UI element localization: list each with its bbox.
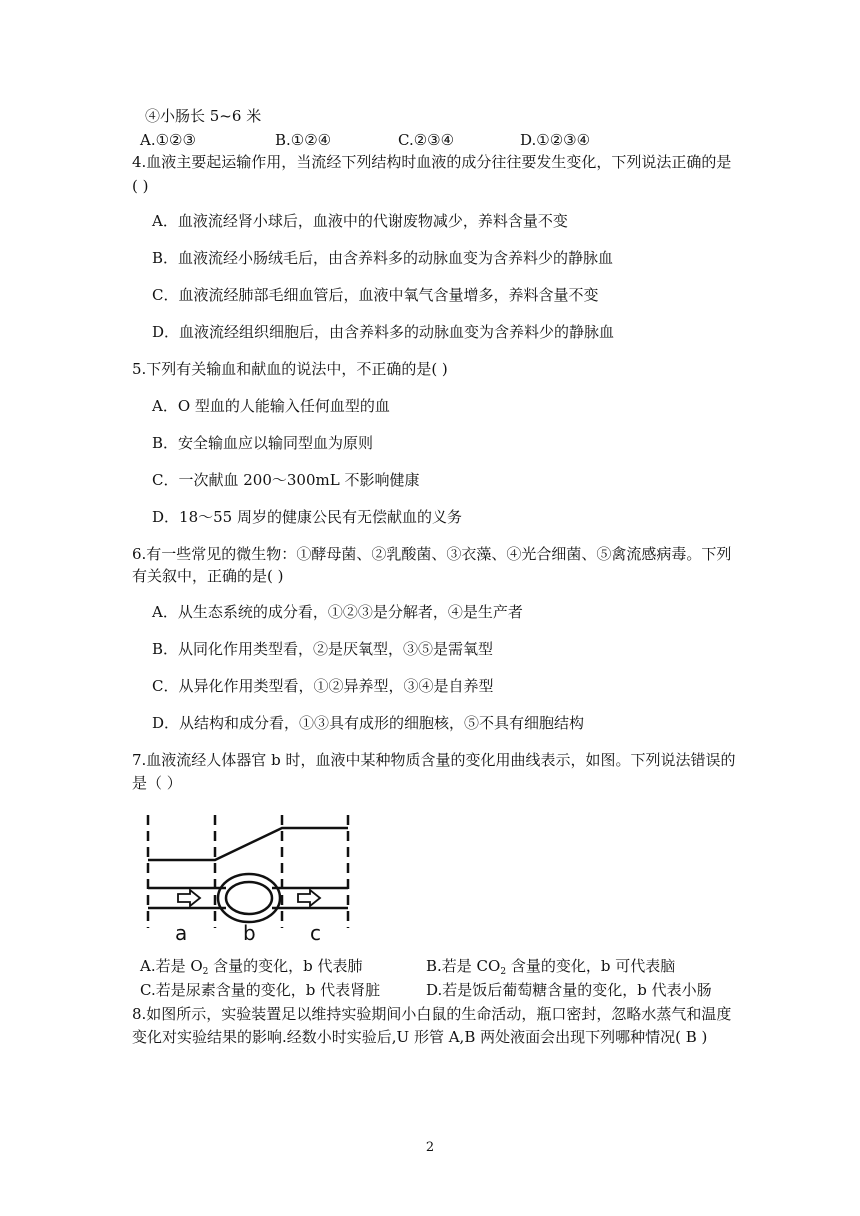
- label-a: a: [175, 921, 188, 945]
- flow-arrow-icon: [298, 890, 320, 906]
- page-number: 2: [425, 1140, 435, 1155]
- q7-option-b: [426, 956, 675, 982]
- q7-option-b-sub: 2: [500, 967, 507, 977]
- q7-stem-line1: 7.血液流经人体器官 b 时，血液中某种物质含量的变化用曲线表示，如图。下列说法错误的: [132, 751, 736, 769]
- q3-option-a: A.①②③: [140, 131, 196, 149]
- q3-item4: ④小肠长 5~6 米: [145, 107, 262, 125]
- label-c: c: [310, 921, 321, 945]
- q4-stem-line2: ( ): [132, 177, 149, 195]
- q5-option-a: A．O 型血的人能输入任何血型的血: [152, 397, 390, 415]
- content-curve: [148, 828, 348, 860]
- q7-option-c: C.若是尿素含量的变化，b 代表肾脏: [140, 981, 381, 999]
- q5-option-c: C．一次献血 200～300mL 不影响健康: [152, 471, 420, 489]
- q7-option-b-post: 含量的变化，b 可代表脑: [506, 957, 676, 975]
- label-b: b: [243, 921, 256, 945]
- q6-option-b: B．从同化作用类型看，②是厌氧型，③⑤是需氧型: [152, 640, 494, 658]
- flow-arrow-icon: [178, 890, 200, 906]
- q6-option-a: A．从生态系统的成分看，①②③是分解者，④是生产者: [152, 603, 523, 621]
- q3-option-d: D.①②③④: [520, 131, 591, 149]
- q7-stem-line2: 是（ ）: [132, 774, 182, 792]
- q8-stem-line1: 8.如图所示，实验装置足以维持实验期间小白鼠的生命活动，瓶口密封，忽略水蒸气和温度: [132, 1005, 732, 1023]
- q5-stem: 5.下列有关输血和献血的说法中，不正确的是( ): [132, 360, 448, 378]
- q7-option-a-pre: A.若是 O: [140, 957, 203, 975]
- q6-stem-line1: 6.有一些常见的微生物：①酵母菌、②乳酸菌、③衣藻、④光合细菌、⑤禽流感病毒。下列: [132, 545, 732, 563]
- organ-b-inner: [226, 882, 272, 914]
- q7-option-a: [140, 956, 363, 982]
- q8-stem-line2: 变化对实验结果的影响.经数小时实验后,U 形管 A,B 两处液面会出现下列哪种情况( B ): [132, 1028, 708, 1046]
- q3-option-c: C.②③④: [398, 131, 455, 149]
- blood-vessel-diagram: [140, 810, 360, 950]
- q6-option-d: D．从结构和成分看，①③具有成形的细胞核，⑤不具有细胞结构: [152, 714, 585, 732]
- q7-option-a-post: 含量的变化，b 代表肺: [208, 957, 363, 975]
- q4-option-c: C．血液流经肺部毛细血管后，血液中氧气含量增多，养料含量不变: [152, 286, 599, 304]
- q5-option-d: D．18～55 周岁的健康公民有无偿献血的义务: [152, 508, 462, 526]
- q4-option-a: A．血液流经肾小球后，血液中的代谢废物减少，养料含量不变: [152, 212, 568, 230]
- q6-stem-line2: 有关叙中，正确的是( ): [132, 567, 284, 585]
- q3-option-b: B.①②④: [275, 131, 332, 149]
- q6-option-c: C．从异化作用类型看，①②异养型，③④是自养型: [152, 677, 494, 695]
- q5-option-b: B．安全输血应以输同型血为原则: [152, 434, 374, 452]
- q4-option-b: B．血液流经小肠绒毛后，由含养料多的动脉血变为含养料少的静脉血: [152, 249, 614, 267]
- q4-stem-line1: 4.血液主要起运输作用，当流经下列结构时血液的成分往往要发生变化，下列说法正确的是: [132, 153, 732, 171]
- q7-option-b-pre: B.若是 CO: [426, 957, 501, 975]
- q7-option-d: D.若是饭后葡萄糖含量的变化，b 代表小肠: [426, 981, 712, 999]
- q7-option-a-sub: 2: [202, 967, 209, 977]
- q4-option-d: D．血液流经组织细胞后，由含养料多的动脉血变为含养料少的静脉血: [152, 323, 615, 341]
